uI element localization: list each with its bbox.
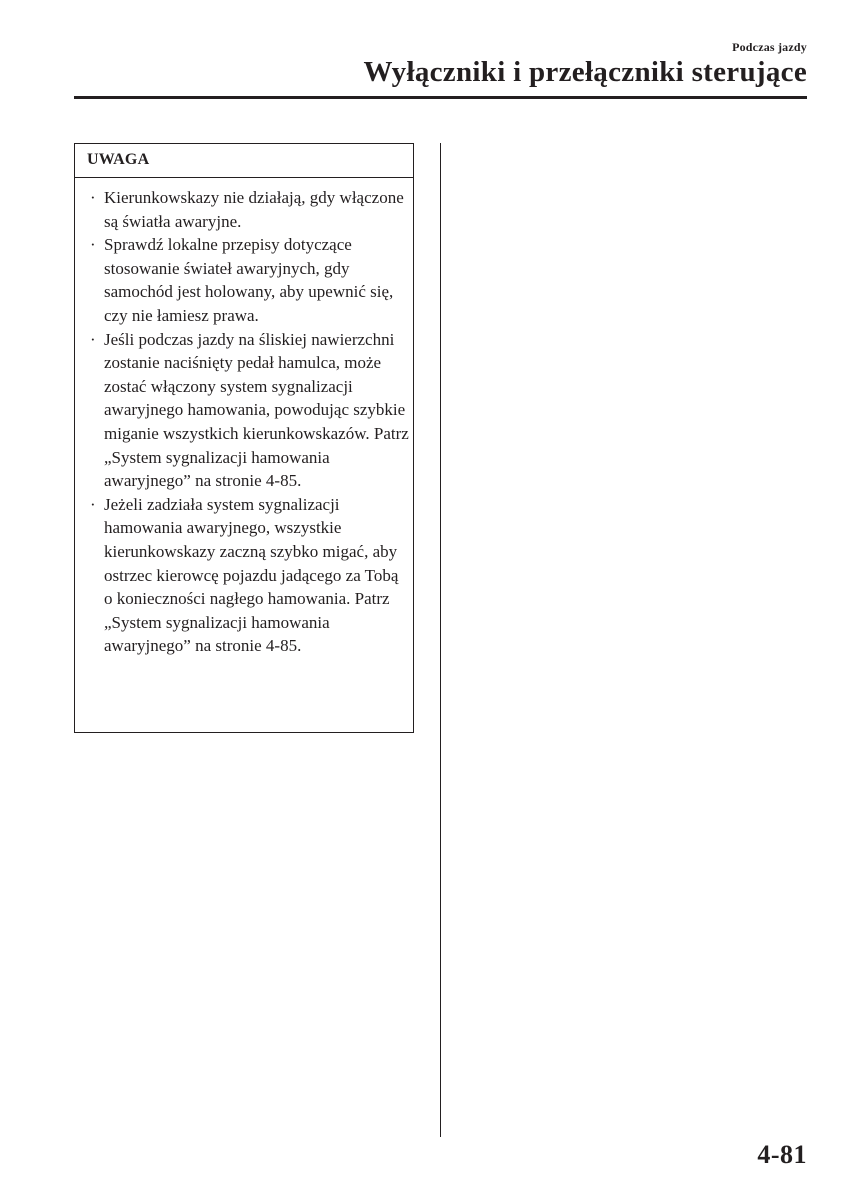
list-item-text: Jeżeli zadziała system sygnalizacji hamowania awaryjnego, wszystkie kierunkowskazy zaczną szybko migać, aby ostrzec kierowcę pojazdu jadącego za Tobą o konieczności nagłego hamowania. Patrz „System sygnalizacji hamowania awaryjnego” na stronie 4-85.: [104, 494, 399, 656]
bullet-icon: ·: [90, 329, 96, 349]
list-item: [89, 186, 409, 233]
list-item-text: Jeśli podczas jazdy na śliskiej nawierzchni zostanie naciśnięty pedał hamulca, może zostać włączony system sygnalizacji awaryjnego hamowania, powodując szybkie miganie wszystkich kierunkowskazów. Patrz „System sygnalizacji hamowania awaryjnego” na stronie 4-85.: [104, 329, 409, 491]
caution-note-list: [75, 178, 413, 658]
section-label: Podczas jazdy: [732, 40, 807, 54]
header-divider: [74, 96, 807, 99]
bullet-icon: ·: [90, 494, 96, 514]
page-number: 4-81: [757, 1140, 807, 1169]
list-item: [89, 493, 409, 658]
bullet-icon: ·: [90, 188, 96, 207]
list-item-text: Kierunkowskazy nie działają, gdy włączone są światła awaryjne.: [104, 188, 404, 231]
caution-note-box: [74, 143, 414, 733]
caution-note-heading: UWAGA: [75, 144, 413, 178]
list-item: [89, 328, 409, 493]
list-item-text: Sprawdź lokalne przepisy dotyczące stosowanie świateł awaryjnych, gdy samochód jest holowany, aby upewnić się, czy nie łamiesz prawa.: [104, 235, 394, 325]
bullet-icon: ·: [90, 235, 96, 255]
page-title: Wyłączniki i przełączniki sterujące: [363, 56, 807, 88]
column-divider: [440, 143, 441, 1137]
list-item: [89, 233, 409, 327]
